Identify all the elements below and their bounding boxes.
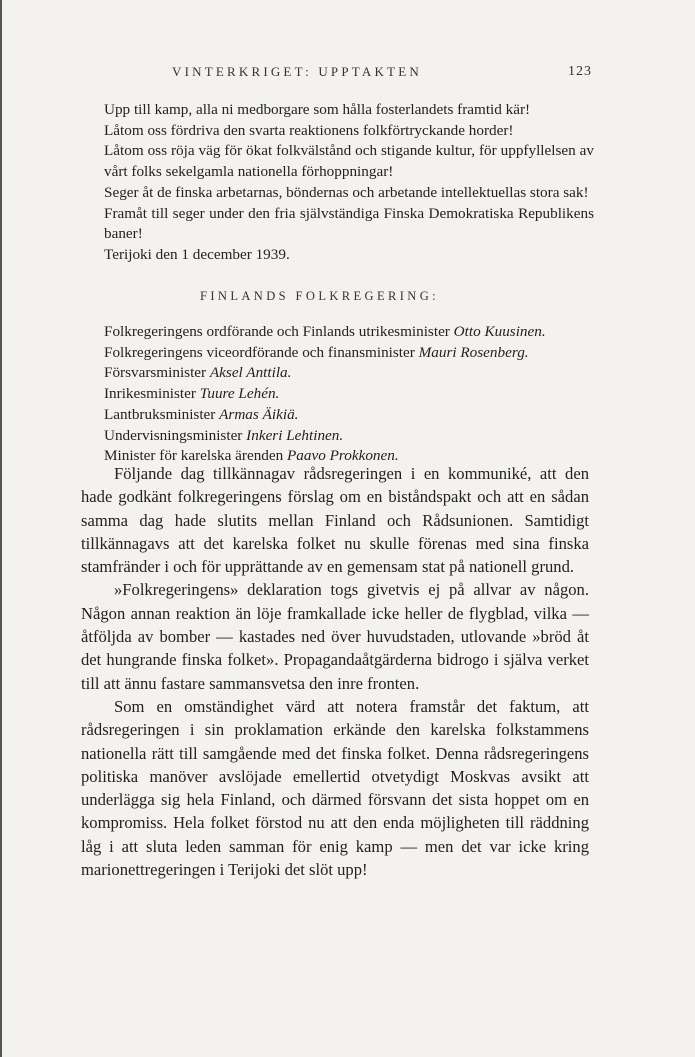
minister-role: Folkregeringens viceordförande och finansminister — [104, 343, 415, 361]
minister-entry — [104, 384, 594, 405]
body-paragraph: Följande dag tillkännagav rådsregeringen i en kommuniké, att den hade godkänt folkregeringens förslag om en biståndspakt och att en sådan samma dag hade slutits mellan Finland och Rådsunionen. Samtidigt tillkännagavs att det karelska folket nu skulle förenas med sina finska stamfränder i och för upprättande av en gemensam stat på nationell grund. — [81, 464, 589, 577]
minister-name: Armas Äikiä. — [219, 405, 299, 423]
section-heading: FINLANDS FOLKREGERING: — [200, 289, 440, 303]
body-paragraph: »Folkregeringens» deklaration togs givetvis ej på allvar av någon. Någon annan reaktion än löje framkallade icke heller de flygblad, vilka — åtföljda av bomber — kastades ned över huvudstaden, utlovande »bröd åt det hungrande finska folket». Propagandaåtgärderna bidrogo i själva verket till att ännu fastare sammansvetsa den inre fronten. — [81, 580, 589, 693]
minister-role: Lantbruksminister — [104, 405, 216, 423]
minister-role: Undervisningsminister — [104, 426, 243, 444]
minister-name: Tuure Lehén. — [199, 385, 280, 403]
minister-role: Minister för karelska ärenden — [104, 447, 284, 465]
minister-role: Försvarsminister — [104, 364, 207, 382]
minister-entry — [104, 426, 594, 447]
proclamation-line: Seger åt de finska arbetarnas, böndernas och arbetande intellektuellas stora sak! — [104, 183, 589, 201]
minister-name: Aksel Anttila. — [209, 364, 292, 382]
proclamation-dateline: Terijoki den 1 december 1939. — [104, 245, 290, 263]
minister-name: Paavo Prokkonen. — [287, 447, 399, 465]
page-number: 123 — [568, 64, 592, 79]
minister-entry — [104, 322, 594, 343]
minister-entry — [104, 343, 594, 364]
proclamation — [104, 100, 594, 266]
minister-name: Otto Kuusinen. — [453, 323, 546, 340]
running-title: VINTERKRIGET: UPPTAKTEN — [172, 64, 422, 79]
minister-role: Inrikesminister — [104, 385, 196, 403]
body-text — [81, 462, 589, 881]
minister-name: Mauri Rosenberg. — [418, 343, 529, 361]
minister-entry — [104, 405, 594, 426]
proclamation-line: Låtom oss fördriva den svarta reaktionens folkförtryckande horder! — [104, 121, 514, 139]
minister-entry — [104, 363, 594, 384]
running-header — [172, 64, 592, 80]
page-edge — [0, 0, 2, 1057]
minister-role: Folkregeringens ordförande och Finlands utrikesminister — [104, 323, 450, 340]
minister-list — [104, 322, 594, 467]
proclamation-line: Upp till kamp, alla ni medborgare som hålla fosterlandets framtid kär! — [104, 101, 531, 118]
proclamation-line: Framåt till seger under den fria självständiga Finska Demokratiska Republikens baner! — [104, 204, 594, 243]
body-paragraph: Som en omständighet värd att notera framstår det faktum, att rådsregeringen i sin proklamation erkände den karelska folkstammens nationella rätt till samgående med det finska folket. Denna rådsregeringens politiska manöver avslöjade emellertid otvetydigt Moskvas avsikt att underlägga sig hela Finland, och därmed försvann det sista hoppet om en kompromiss. Hela folket förstod nu att den enda möjligheten till räddning låg i att sluta leden samman för enig kamp — men det var icke kring marionettregeringen i Terijoki det slöt upp! — [81, 696, 589, 880]
proclamation-line: Låtom oss röja väg för ökat folkvälstånd och stigande kultur, för uppfyllelsen av vårt folks sekelgamla nationella förhoppningar! — [104, 142, 594, 181]
minister-name: Inkeri Lehtinen. — [246, 426, 344, 444]
